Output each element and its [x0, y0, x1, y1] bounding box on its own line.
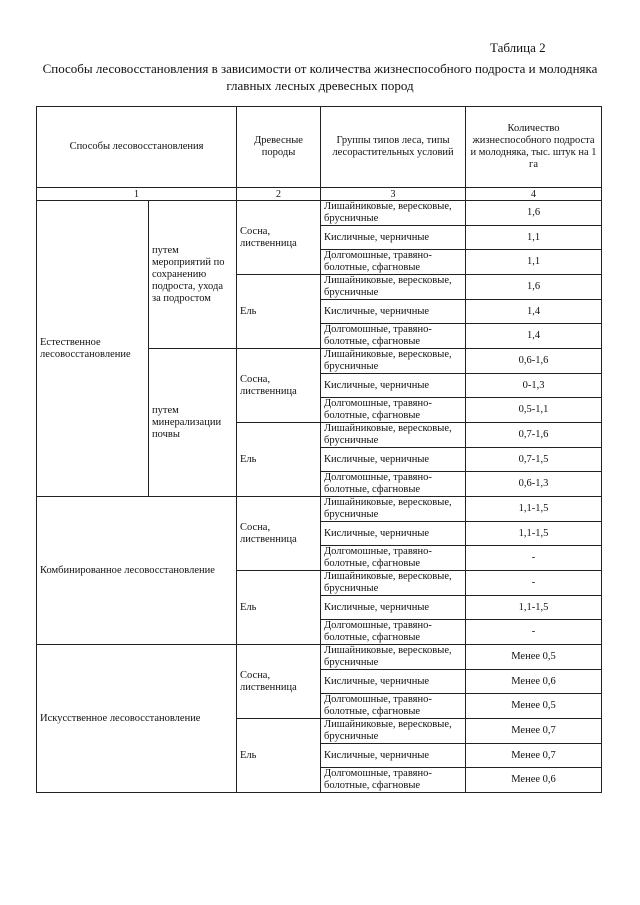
method-natural-conservation: путем мероприятий по сохранению подроста, ухода за подростом [149, 201, 237, 349]
header-forest-types: Группы типов леса, типы лесорастительных условий [321, 107, 466, 188]
quantity-value: 0,6-1,3 [466, 472, 602, 497]
header-row [37, 107, 602, 188]
reforestation-table [36, 106, 602, 793]
species-spruce: Ель [237, 275, 321, 349]
method-natural-mineralization: путем минерализации почвы [149, 349, 237, 497]
forest-type-oxalis: Кисличные, черничные [321, 596, 466, 620]
quantity-value: 1,1-1,5 [466, 522, 602, 546]
forest-type-moss: Долгомошные, травяно-болотные, сфагновые [321, 324, 466, 349]
quantity-value: Менее 0,6 [466, 768, 602, 793]
forest-type-moss: Долгомошные, травяно-болотные, сфагновые [321, 546, 466, 571]
species-pine-larch: Сосна, лиственница [237, 645, 321, 719]
species-pine-larch: Сосна, лиственница [237, 349, 321, 423]
column-number-1: 1 [37, 188, 237, 201]
table-title: Способы лесовосстановления в зависимости от количества жизнеспособного подроста и молодняка главных лесных древесных пород [42, 61, 598, 93]
method-artificial: Искусственное лесовосстановление [37, 645, 237, 793]
quantity-value: 0,7-1,5 [466, 448, 602, 472]
forest-type-moss: Долгомошные, травяно-болотные, сфагновые [321, 694, 466, 719]
header-species: Древесные породы [237, 107, 321, 188]
header-quantity: Количество жизнеспособного подроста и молодняка, тыс. штук на 1 га [466, 107, 602, 188]
forest-type-lichen: Лишайниковые, вересковые, брусничные [321, 497, 466, 522]
quantity-value: Менее 0,7 [466, 744, 602, 768]
species-spruce: Ель [237, 719, 321, 793]
forest-type-lichen: Лишайниковые, вересковые, брусничные [321, 571, 466, 596]
forest-type-lichen: Лишайниковые, вересковые, брусничные [321, 349, 466, 374]
forest-type-lichen: Лишайниковые, вересковые, брусничные [321, 275, 466, 300]
column-number-row [37, 188, 602, 201]
forest-type-moss: Долгомошные, травяно-болотные, сфагновые [321, 398, 466, 423]
quantity-value: Менее 0,6 [466, 670, 602, 694]
forest-type-lichen: Лишайниковые, вересковые, брусничные [321, 201, 466, 226]
species-pine-larch: Сосна, лиственница [237, 201, 321, 275]
forest-type-oxalis: Кисличные, черничные [321, 374, 466, 398]
quantity-value: - [466, 546, 602, 571]
quantity-value: 1,4 [466, 300, 602, 324]
table-row [37, 645, 602, 670]
forest-type-oxalis: Кисличные, черничные [321, 744, 466, 768]
header-methods: Способы лесовосстановления [37, 107, 237, 188]
forest-type-oxalis: Кисличные, черничные [321, 522, 466, 546]
quantity-value: 0,6-1,6 [466, 349, 602, 374]
method-combined: Комбинированное лесовосстановление [37, 497, 237, 645]
forest-type-moss: Долгомошные, травяно-болотные, сфагновые [321, 250, 466, 275]
quantity-value: Менее 0,5 [466, 694, 602, 719]
quantity-value: 0,7-1,6 [466, 423, 602, 448]
species-spruce: Ель [237, 423, 321, 497]
forest-type-lichen: Лишайниковые, вересковые, брусничные [321, 719, 466, 744]
species-spruce: Ель [237, 571, 321, 645]
quantity-value: 1,4 [466, 324, 602, 349]
quantity-value: 1,1 [466, 250, 602, 275]
forest-type-moss: Долгомошные, травяно-болотные, сфагновые [321, 768, 466, 793]
quantity-value: 1,1 [466, 226, 602, 250]
quantity-value: 1,6 [466, 275, 602, 300]
forest-type-oxalis: Кисличные, черничные [321, 226, 466, 250]
quantity-value: 0,5-1,1 [466, 398, 602, 423]
table-row [37, 201, 602, 226]
forest-type-oxalis: Кисличные, черничные [321, 670, 466, 694]
column-number-3: 3 [321, 188, 466, 201]
quantity-value: 0-1,3 [466, 374, 602, 398]
column-number-4: 4 [466, 188, 602, 201]
table-row [37, 497, 602, 522]
quantity-value: 1,1-1,5 [466, 596, 602, 620]
quantity-value: - [466, 571, 602, 596]
method-natural: Естественное лесовосстановление [37, 201, 149, 497]
quantity-value: 1,6 [466, 201, 602, 226]
quantity-value: 1,1-1,5 [466, 497, 602, 522]
forest-type-lichen: Лишайниковые, вересковые, брусничные [321, 645, 466, 670]
forest-type-moss: Долгомошные, травяно-болотные, сфагновые [321, 620, 466, 645]
forest-type-lichen: Лишайниковые, вересковые, брусничные [321, 423, 466, 448]
column-number-2: 2 [237, 188, 321, 201]
table-number-label: Таблица 2 [490, 40, 546, 55]
forest-type-oxalis: Кисличные, черничные [321, 448, 466, 472]
quantity-value: Менее 0,5 [466, 645, 602, 670]
species-pine-larch: Сосна, лиственница [237, 497, 321, 571]
quantity-value: - [466, 620, 602, 645]
quantity-value: Менее 0,7 [466, 719, 602, 744]
forest-type-moss: Долгомошные, травяно-болотные, сфагновые [321, 472, 466, 497]
forest-type-oxalis: Кисличные, черничные [321, 300, 466, 324]
